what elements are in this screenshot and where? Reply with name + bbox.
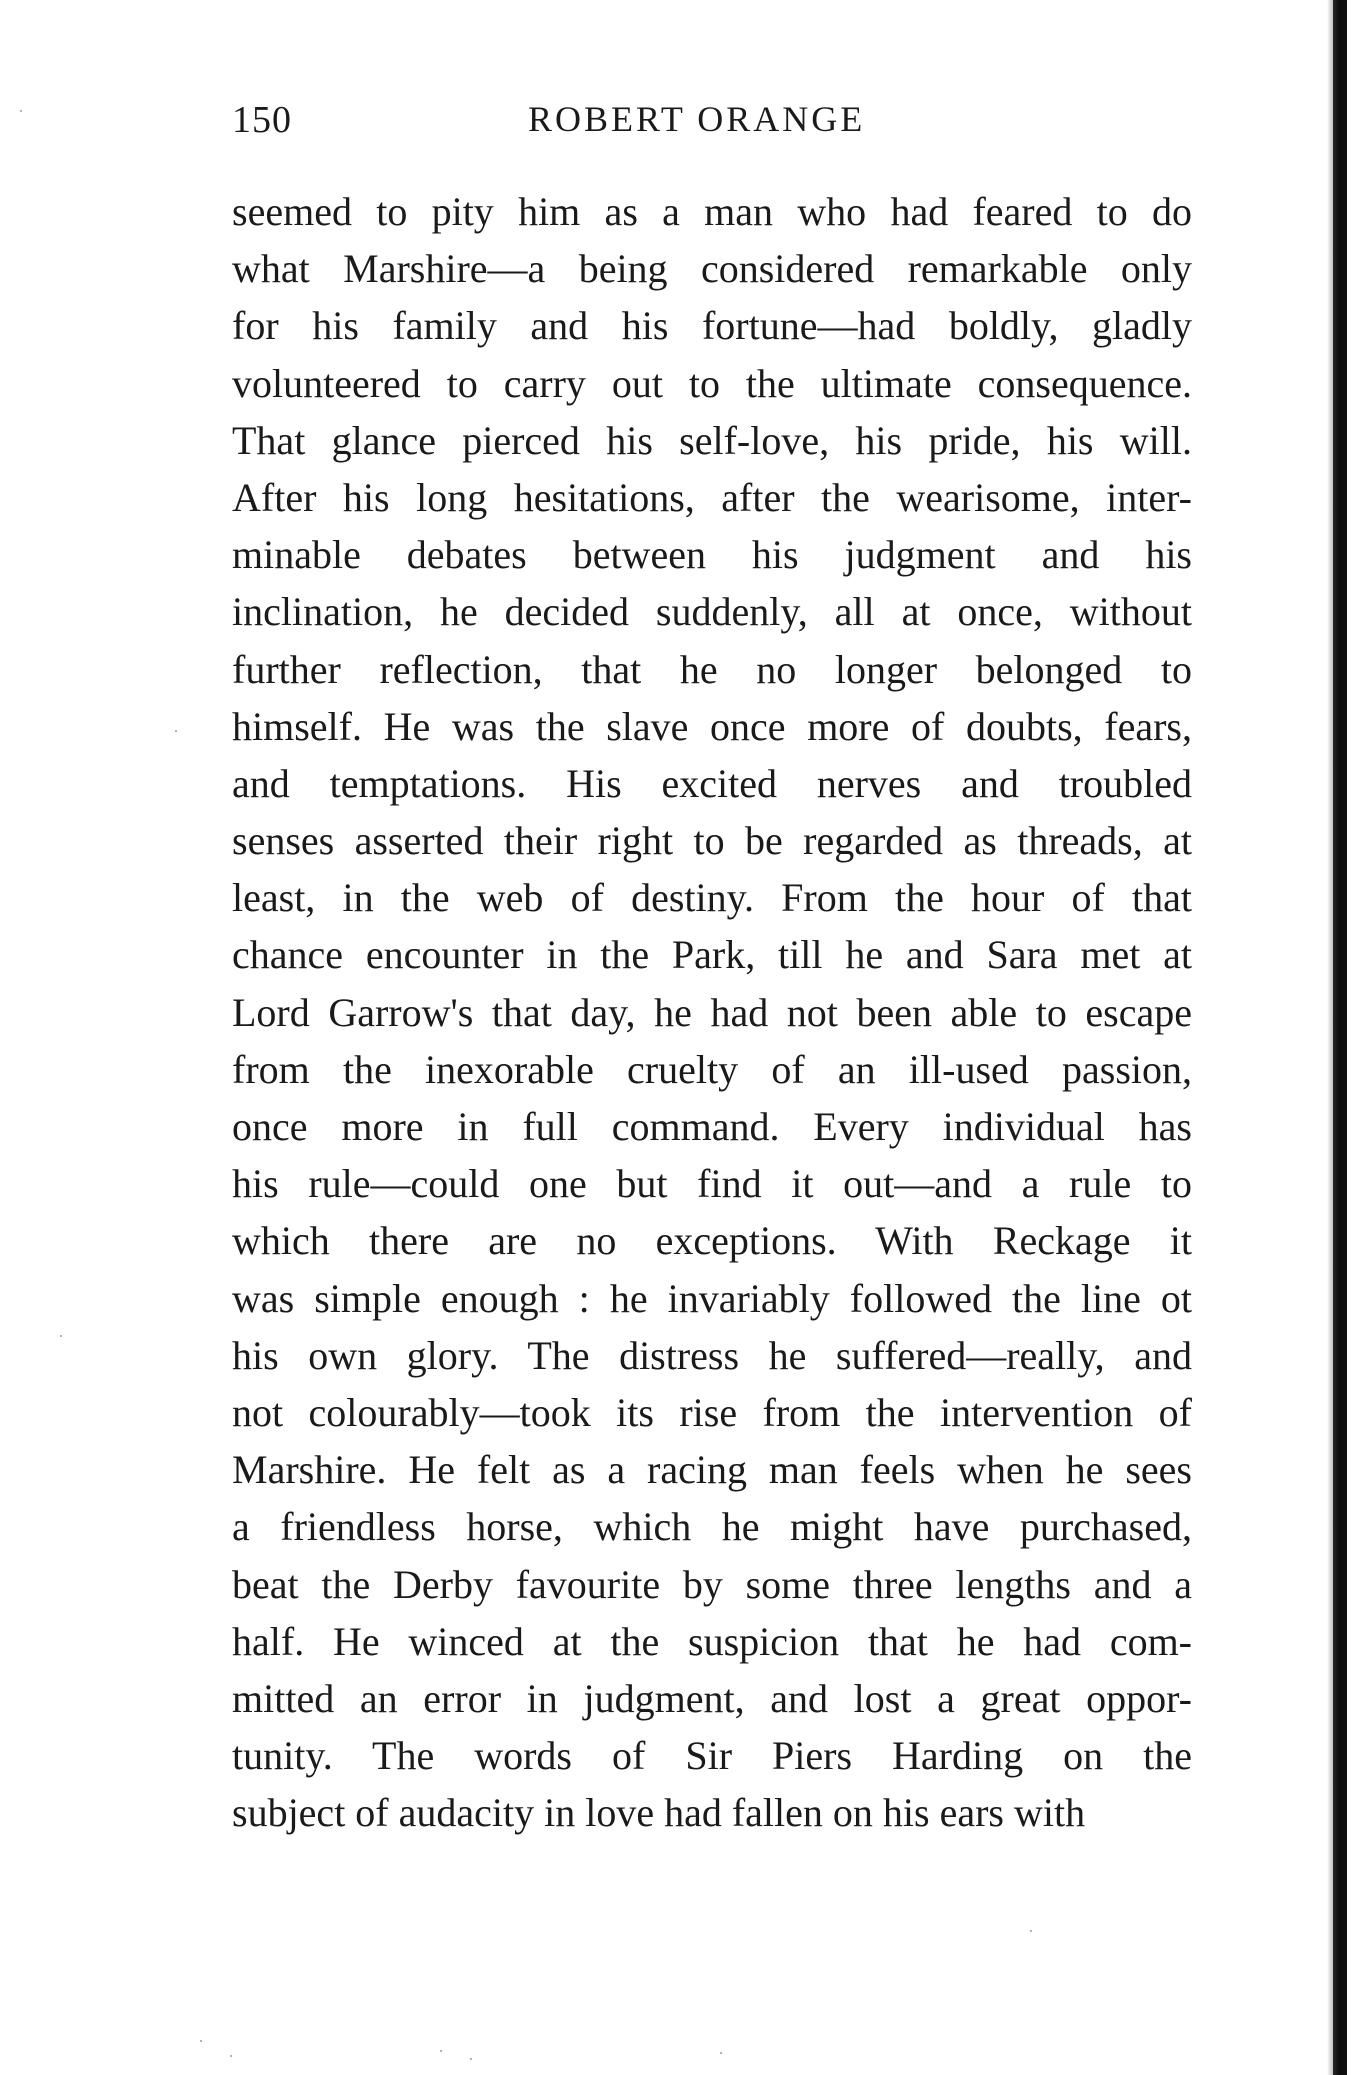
- text-line: further reflection, that he no longer belonged to: [232, 646, 1192, 692]
- text-line: mitted an error in judgment, and lost a great oppor-: [232, 1675, 1192, 1721]
- scan-speck: [720, 2052, 722, 2054]
- page-edge: [1333, 0, 1347, 2075]
- text-line: inclination, he decided suddenly, all at once, without: [232, 589, 1192, 635]
- text-line: himself. He was the slave once more of doubts, fears,: [232, 703, 1192, 749]
- text-line: half. He winced at the suspicion that he had com-: [232, 1618, 1192, 1664]
- text-line: a friendless horse, which he might have purchased,: [232, 1504, 1192, 1550]
- text-line: seemed to pity him as a man who had feared to do: [232, 189, 1192, 234]
- text-line: for his family and his fortune—had boldly, gladly: [232, 303, 1192, 349]
- scan-speck: [60, 1335, 62, 1337]
- text-line: chance encounter in the Park, till he and Sara met at: [232, 932, 1192, 978]
- text-line: After his long hesitations, after the wearisome, inter-: [232, 474, 1192, 520]
- text-line: what Marshire—a being considered remarkable only: [232, 246, 1192, 292]
- text-line: tunity. The words of Sir Piers Harding on the: [232, 1733, 1192, 1779]
- text-line: least, in the web of destiny. From the hour of that: [232, 875, 1192, 921]
- text-line: Marshire. He felt as a racing man feels when he sees: [232, 1447, 1192, 1493]
- page-number: 150: [232, 99, 292, 141]
- text-line: volunteered to carry out to the ultimate consequence.: [232, 360, 1192, 406]
- scan-speck: [200, 2040, 202, 2042]
- text-line: his own glory. The distress he suffered—really, and: [232, 1332, 1192, 1378]
- page-header: [232, 98, 1192, 148]
- text-line: minable debates between his judgment and his: [232, 532, 1192, 578]
- text-line: beat the Derby favourite by some three lengths and a: [232, 1561, 1192, 1607]
- text-line: subject of audacity in love had fallen on his ears with: [232, 1790, 1086, 1836]
- text-line: once more in full command. Every individual has: [232, 1104, 1192, 1149]
- text-line: from the inexorable cruelty of an ill-used passion,: [232, 1046, 1192, 1092]
- scan-speck: [20, 110, 22, 112]
- scan-speck: [440, 2050, 442, 2052]
- text-line: which there are no exceptions. With Reckage it: [232, 1218, 1192, 1264]
- scan-speck: [175, 730, 177, 732]
- text-line: Lord Garrow's that day, he had not been able to escape: [232, 989, 1192, 1035]
- text-line: senses asserted their right to be regarded as threads, at: [232, 818, 1192, 864]
- text-line: That glance pierced his self-love, his pride, his will.: [232, 417, 1192, 463]
- text-line: his rule—could one but find it out—and a rule to: [232, 1161, 1192, 1207]
- text-line: was simple enough : he invariably followed the line ot: [232, 1275, 1192, 1321]
- text-line: and temptations. His excited nerves and troubled: [232, 760, 1192, 806]
- scan-speck: [1030, 1930, 1032, 1932]
- scan-speck: [230, 2055, 232, 2057]
- body-text: [232, 183, 1192, 1841]
- running-head: ROBERT ORANGE: [528, 99, 866, 139]
- scan-speck: [470, 2058, 472, 2060]
- text-line: not colourably—took its rise from the intervention of: [232, 1389, 1192, 1435]
